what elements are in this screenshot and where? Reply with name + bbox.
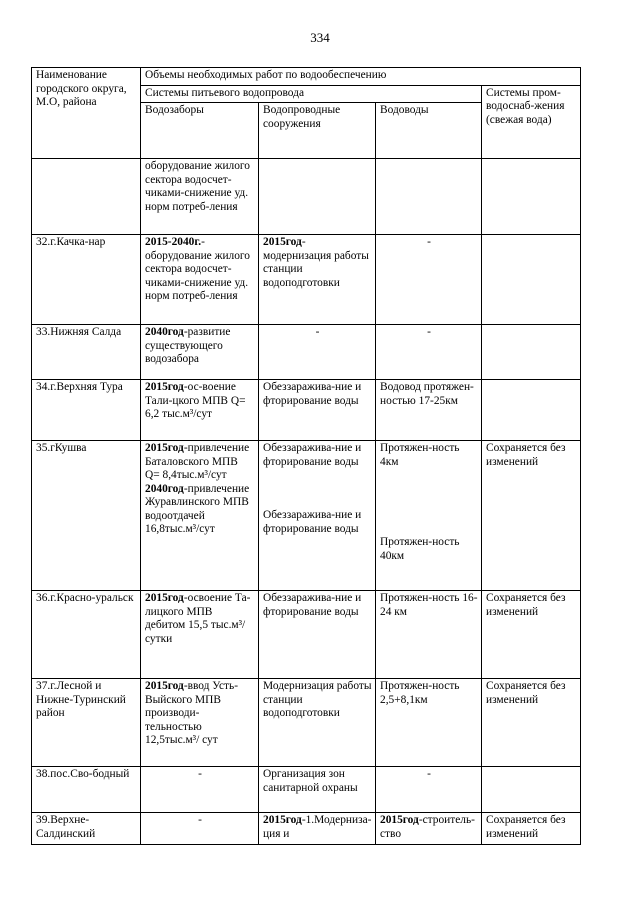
pipes-text: Протяжен-ность 16-24 км [380, 592, 478, 618]
row-structures-cell [259, 325, 376, 380]
intakes-text: - [198, 814, 202, 826]
structures-year: 2015год [263, 814, 302, 826]
row-pipes-cell [376, 235, 482, 325]
row-pipes-cell [376, 767, 482, 813]
row-name-cell: 34.г.Верхняя Тура [32, 380, 141, 441]
row-name-cell: 36.г.Красно-уральск [32, 591, 141, 679]
intakes-year: 2015год [145, 592, 184, 604]
header-group-cell: Объемы необходимых работ по водообеспечению [141, 68, 581, 86]
row-pipes-cell [376, 679, 482, 767]
row-structures-cell [259, 591, 376, 679]
row-name-cell: 35.гКушва [32, 441, 141, 591]
pipes-text: - [427, 326, 431, 338]
intakes-text: -ос-воение Тали-цкого МПВ Q= 6,2 тыс.м³/сут [145, 381, 246, 420]
table-row [32, 380, 581, 441]
intakes-text: -освоение Та-лицкого МПВ дебитом 15,5 тыс.м³/сутки [145, 592, 251, 645]
row-name-cell: 39.Верхне-Салдинский [32, 813, 141, 845]
structures-year: 2015год [263, 236, 302, 248]
row-intakes-cell [141, 813, 259, 845]
row-structures-cell [259, 813, 376, 845]
row-industrial-cell: Сохраняется без изменений [482, 591, 581, 679]
structures-text: Организация зон санитарной охраны [263, 768, 358, 794]
header-structures-cell: Водопроводные сооружения [259, 103, 376, 159]
row-pipes-cell [376, 813, 482, 845]
header-pipes-cell: Водоводы [376, 103, 482, 159]
row-industrial-cell [482, 235, 581, 325]
structures-text: -модернизация работы станции водоподготовки [263, 236, 369, 289]
table-row [32, 159, 581, 235]
row-name-cell: 37.г.Лесной и Нижне-Туринский район [32, 679, 141, 767]
row-name-cell [32, 159, 141, 235]
pipes-text: - [427, 236, 431, 248]
row-pipes-cell [376, 325, 482, 380]
row-intakes-cell [141, 159, 259, 235]
row-structures-cell [259, 159, 376, 235]
pipes-text: Водовод протяжен-ностью 17-25км [380, 381, 474, 407]
pipes-text-2: Протяжен-ность 40км [380, 536, 460, 562]
row-industrial-cell: Сохраняется без изменений [482, 813, 581, 845]
table-row [32, 441, 581, 591]
row-structures-cell [259, 679, 376, 767]
table-row [32, 235, 581, 325]
row-pipes-cell [376, 591, 482, 679]
intakes-text: -привлечение Баталовского МПВ Q= 8,4тыс.м³/сут [145, 442, 250, 481]
row-industrial-cell: Сохраняется без изменений [482, 441, 581, 591]
table-row [32, 679, 581, 767]
row-name-cell: 32.г.Качка-нар [32, 235, 141, 325]
row-structures-cell [259, 441, 376, 591]
structures-text: - [315, 326, 320, 338]
intakes-year: 2040год [145, 326, 184, 338]
row-industrial-cell [482, 325, 581, 380]
intakes-year-2: 2040год [145, 482, 184, 495]
pipes-text: Протяжен-ность 2,5+8,1км [380, 680, 460, 706]
intakes-text: - [198, 768, 202, 780]
intakes-text: -оборудование жилого сектора водосчет-чиками-снижение уд. норм потреб-ления [145, 236, 251, 302]
row-name-cell: 33.Нижняя Салда [32, 325, 141, 380]
header-name-cell: Наименование городского округа, М.О, района [32, 68, 141, 159]
row-structures-cell [259, 380, 376, 441]
pipes-text: Протяжен-ность 4км [380, 442, 460, 468]
row-pipes-cell [376, 380, 482, 441]
row-structures-cell [259, 767, 376, 813]
row-structures-cell [259, 235, 376, 325]
structures-text: Обеззаражива-ние и фторирование воды [263, 442, 362, 468]
structures-text: -1.Модерниза-ция и [263, 814, 372, 840]
row-name-cell: 38.пос.Сво-бодный [32, 767, 141, 813]
intakes-year: 2015год [145, 381, 184, 393]
table-row [32, 813, 581, 845]
row-intakes-cell [141, 679, 259, 767]
table-row [32, 767, 581, 813]
pipes-text: -строитель-ство [380, 814, 475, 840]
row-intakes-cell [141, 325, 259, 380]
row-intakes-cell [141, 767, 259, 813]
row-pipes-cell [376, 441, 482, 591]
pipes-year: 2015год [380, 814, 419, 826]
row-intakes-cell [141, 380, 259, 441]
pipes-text: - [427, 768, 431, 780]
page-number: 334 [310, 30, 330, 45]
row-intakes-cell [141, 441, 259, 591]
intakes-text: -развитие существующего водозабора [145, 326, 231, 365]
header-intakes-cell: Водозаборы [141, 103, 259, 159]
row-industrial-cell: Сохраняется без изменений [482, 679, 581, 767]
water-supply-table [31, 67, 581, 845]
intakes-year: 2015год [145, 442, 184, 454]
intakes-text-2: -привлечение Журавлинского МПВ водоотдачей 16,8тыс.м³/сут [145, 482, 250, 535]
header-subgroup-cell: Системы питьевого водопровода [141, 85, 482, 103]
table-row [32, 591, 581, 679]
row-industrial-cell [482, 767, 581, 813]
structures-text-2: Обеззаражива-ние и фторирование воды [263, 509, 362, 535]
intakes-text: оборудование жилого сектора водосчет-чиками-снижение уд. норм потреб-ления [145, 160, 251, 213]
intakes-year: 2015-2040г. [145, 236, 202, 248]
structures-text: Обеззаражива-ние и фторирование воды [263, 592, 362, 618]
structures-text: Модернизация работы станции водоподготовки [263, 680, 372, 719]
row-industrial-cell [482, 380, 581, 441]
structures-text: Обеззаражива-ние и фторирование воды [263, 381, 362, 407]
row-intakes-cell [141, 591, 259, 679]
header-industrial-cell: Системы пром-водоснаб-жения (свежая вода) [482, 85, 581, 159]
intakes-year: 2015год [145, 680, 184, 692]
row-intakes-cell [141, 235, 259, 325]
row-industrial-cell [482, 159, 581, 235]
intakes-text: -ввод Усть-Выйского МПВ производи-тельностью 12,5тыс.м³/ сут [145, 680, 239, 746]
row-pipes-cell [376, 159, 482, 235]
table-row [32, 325, 581, 380]
